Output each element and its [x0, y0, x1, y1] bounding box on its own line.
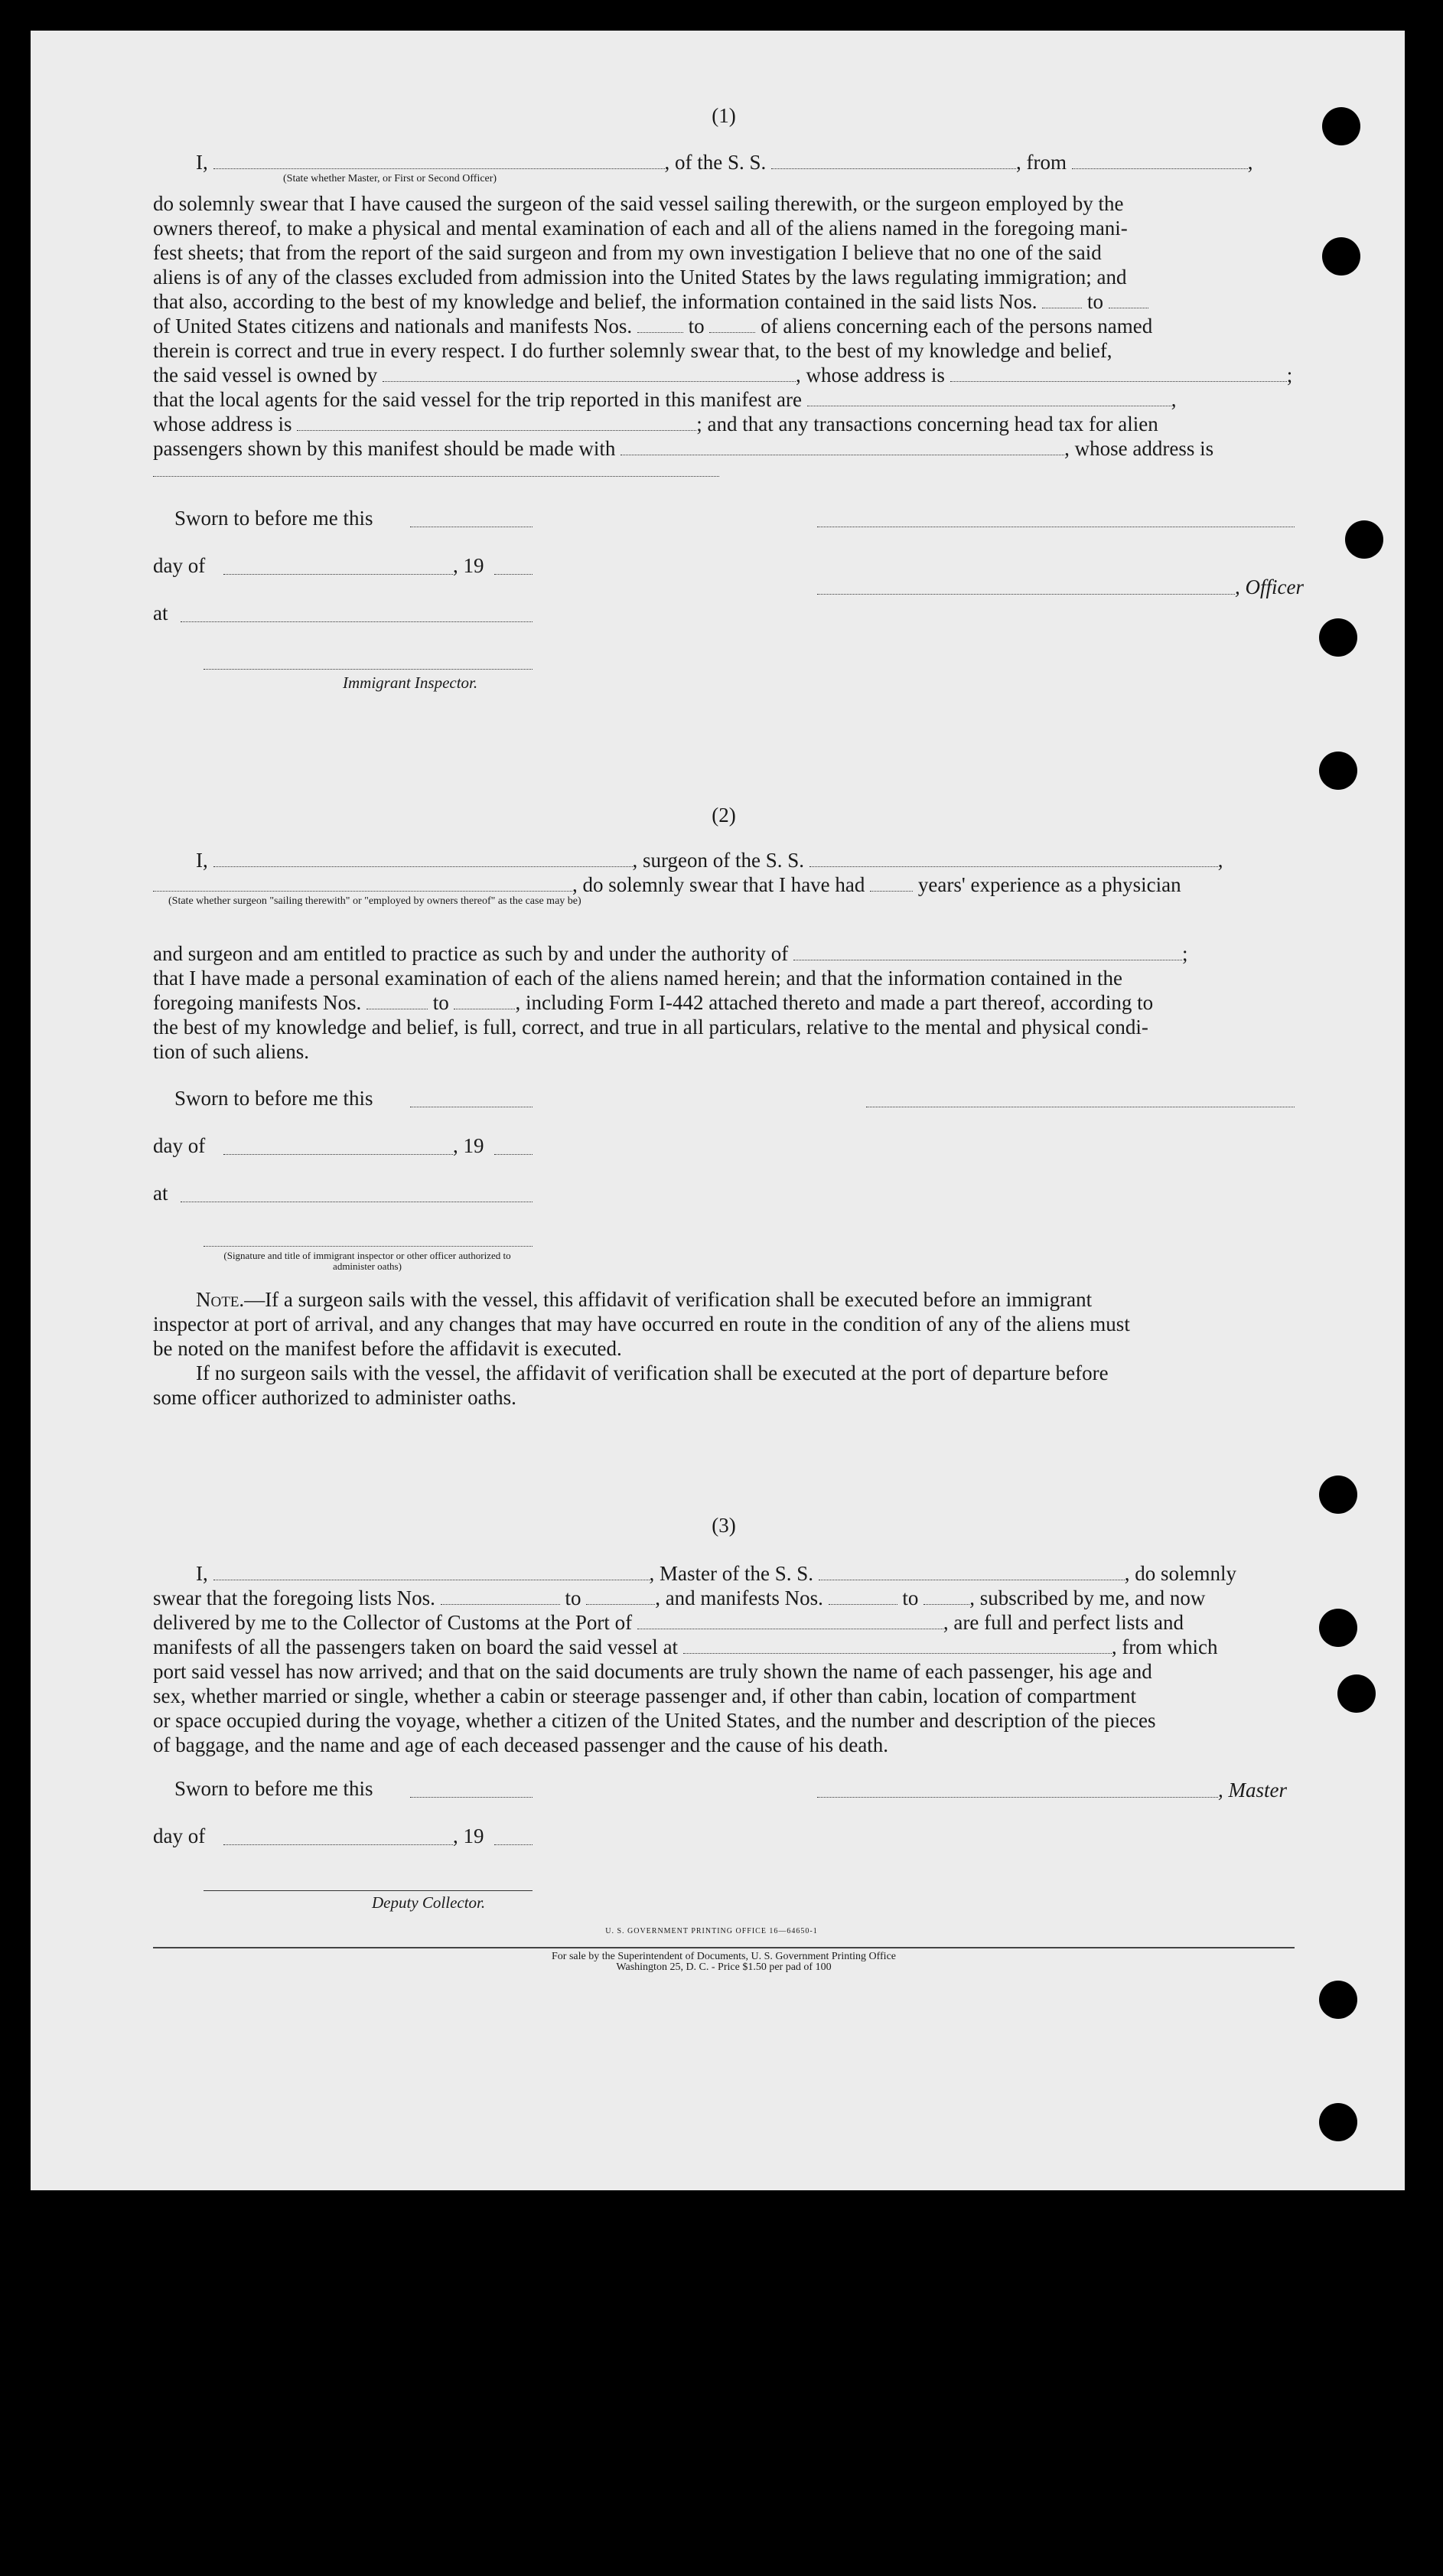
punch-hole — [1319, 752, 1357, 790]
s2-body-0: and surgeon and am entitled to practice as such by and under the authority of ; — [153, 942, 1188, 965]
s2-line1: I, , surgeon of the S. S. , — [196, 849, 1223, 872]
s2-ship-name-field[interactable] — [809, 853, 1218, 867]
head-tax-address-field[interactable] — [153, 476, 719, 477]
ship-name-field[interactable] — [771, 155, 1016, 169]
s2-year-field[interactable] — [494, 1154, 533, 1155]
s1-year-field[interactable] — [494, 574, 533, 575]
surgeon-status-field[interactable] — [153, 877, 572, 892]
note-heading: Note. — [196, 1288, 245, 1311]
s3-body-0: port said vessel has now arrived; and that on the said documents are truly shown the name of each passenger, his age and — [153, 1660, 1152, 1683]
s1-sworn-label: Sworn to before me this — [174, 507, 373, 530]
s2-body-3: the best of my knowledge and belief, is full, correct, and true in all particulars, relative to the mental and physical condi- — [153, 1016, 1148, 1039]
s3-body-3: of baggage, and the name and age of each deceased passenger and the cause of his death. — [153, 1733, 889, 1756]
form-page — [31, 31, 1405, 2190]
sale-line-2: Washington 25, D. C. - Price $1.50 per pad of 100 — [616, 1961, 832, 1973]
authority-field[interactable] — [793, 946, 1182, 960]
s2-line2-caption: (State whether surgeon "sailing therewith" or "employed by owners thereof" as the case may be) — [168, 895, 581, 907]
punch-hole — [1319, 1981, 1357, 2019]
local-agents-field[interactable] — [807, 392, 1171, 406]
s1-body-3: aliens is of any of the classes excluded from admission into the United States by the laws regulating immigration; and — [153, 266, 1127, 289]
master-label: , Master — [1218, 1779, 1287, 1802]
s3-year-field[interactable] — [494, 1844, 533, 1845]
s2-day-of-label: day of — [153, 1134, 206, 1157]
note-line-0: Note.—If a surgeon sails with the vessel, this affidavit of verification shall be executed before an immigrant — [196, 1288, 1093, 1311]
s2-sworn-label: Sworn to before me this — [174, 1087, 373, 1110]
list-no-from[interactable] — [1042, 294, 1082, 308]
s3-list-from[interactable] — [441, 1590, 560, 1605]
s3-body-1: sex, whether married or single, whether a cabin or steerage passenger and, if other than cabin, location of compartment — [153, 1684, 1137, 1707]
s3-manifest-to[interactable] — [923, 1590, 969, 1605]
s1-place-field[interactable] — [181, 621, 533, 622]
s3-sworn-day-field[interactable] — [410, 1797, 533, 1798]
punch-hole — [1322, 237, 1360, 276]
s3-line2: swear that the foregoing lists Nos. to , and manifests Nos. to , subscribed by me, and now — [153, 1586, 1206, 1609]
footer-rule — [153, 1947, 1295, 1948]
section-2-number: (2) — [712, 804, 736, 827]
s1-body-10: passengers shown by this manifest should be made with , whose address is — [153, 437, 1214, 460]
s2-inspector-signature-field[interactable] — [204, 1246, 533, 1247]
s1-at-label: at — [153, 602, 168, 624]
s3-line3: delivered by me to the Collector of Customs at the Port of , are full and perfect lists and — [153, 1611, 1184, 1634]
embark-port-field[interactable] — [683, 1639, 1112, 1654]
punch-hole — [1319, 1609, 1357, 1647]
officer-title-field[interactable] — [817, 594, 1235, 595]
s1-day-of-label: day of — [153, 554, 206, 577]
s3-sworn-label: Sworn to before me this — [174, 1777, 373, 1800]
officer-label: , Officer — [1235, 576, 1304, 598]
printing-office-line: U. S. GOVERNMENT PRINTING OFFICE 16—64650-1 — [605, 1927, 818, 1935]
s3-line1: I, , Master of the S. S. , do solemnly — [196, 1562, 1236, 1585]
s1-body-5: of United States citizens and nationals and manifests Nos. to of aliens concerning each of the persons named — [153, 315, 1153, 337]
s2-month-field[interactable] — [223, 1154, 453, 1155]
s3-day-of-label: day of — [153, 1824, 206, 1847]
collector-label: Deputy Collector. — [372, 1893, 486, 1912]
s3-list-to[interactable] — [586, 1590, 655, 1605]
note2-line-0: If no surgeon sails with the vessel, the affidavit of verification shall be executed at the port of departure before — [196, 1361, 1109, 1384]
s1-body-9: whose address is ; and that any transactions concerning head tax for alien — [153, 412, 1158, 435]
agents-address-field[interactable] — [297, 416, 696, 431]
punch-hole — [1337, 1674, 1376, 1713]
s1-line1-caption: (State whether Master, or First or Second Officer) — [283, 173, 497, 184]
head-tax-contact-field[interactable] — [621, 441, 1064, 455]
punch-hole — [1319, 1475, 1357, 1514]
s2-line2: , do solemnly swear that I have had years' experience as a physician — [153, 872, 1295, 897]
master-signature-field[interactable] — [817, 1797, 1218, 1798]
s1-body-0: do solemnly swear that I have caused the surgeon of the said vessel sailing therewith, or the surgeon employed by the — [153, 192, 1124, 215]
s1-body-2: fest sheets; that from the report of the said surgeon and from my own investigation I believe that no one of the said — [153, 241, 1102, 264]
years-experience-field[interactable] — [870, 877, 913, 892]
punch-hole — [1322, 107, 1360, 145]
collector-signature-field[interactable] — [204, 1890, 533, 1891]
punch-hole — [1345, 520, 1383, 559]
section-1-number: (1) — [712, 104, 736, 127]
s3-ship-name-field[interactable] — [819, 1566, 1125, 1580]
sale-line-1: For sale by the Superintendent of Documents, U. S. Government Printing Office — [552, 1951, 896, 1962]
s2-manifest-from[interactable] — [366, 995, 428, 1009]
s2-year-label: , 19 — [453, 1134, 484, 1157]
port-field[interactable] — [637, 1615, 943, 1629]
s1-body-8: that the local agents for the said vessel for the trip reported in this manifest are , — [153, 388, 1177, 411]
manifest-no-from[interactable] — [637, 318, 683, 333]
note-line-1: inspector at port of arrival, and any changes that may have occurred en route in the condition of any of the aliens must — [153, 1312, 1130, 1335]
note-line-2: be noted on the manifest before the affidavit is executed. — [153, 1337, 622, 1360]
inspector-label: Immigrant Inspector. — [343, 673, 478, 692]
list-no-to[interactable] — [1109, 294, 1148, 308]
s3-body-2: or space occupied during the voyage, whether a citizen of the United States, and the number and description of the pieces — [153, 1709, 1156, 1732]
s1-month-field[interactable] — [223, 574, 453, 575]
s3-line4: manifests of all the passengers taken on board the said vessel at , from which — [153, 1635, 1218, 1658]
section-3-number: (3) — [712, 1514, 736, 1537]
s1-body-7: the said vessel is owned by , whose address is ; — [153, 364, 1293, 386]
s2-at-label: at — [153, 1182, 168, 1205]
note2-line-1: some officer authorized to administer oaths. — [153, 1386, 516, 1409]
owner-address-field[interactable] — [950, 367, 1287, 382]
surgeon-name-field[interactable] — [213, 853, 633, 867]
s1-year-label: , 19 — [453, 554, 484, 577]
s2-body-4: tion of such aliens. — [153, 1040, 309, 1063]
from-port-field[interactable] — [1072, 155, 1248, 169]
officer-rank-field[interactable] — [213, 155, 665, 169]
inspector-signature-field[interactable] — [204, 669, 533, 670]
punch-hole — [1319, 2103, 1357, 2141]
punch-hole — [1319, 618, 1357, 657]
s2-signature-caption: (Signature and title of immigrant inspector or other officer authorized to administer oaths) — [223, 1250, 511, 1272]
s2-body-2: foregoing manifests Nos. to , including Form I-442 attached thereto and made a part thereof, according to — [153, 991, 1154, 1014]
owner-field[interactable] — [383, 367, 796, 382]
manifest-no-to[interactable] — [709, 318, 755, 333]
s1-body-6: therein is correct and true in every respect. I do further solemnly swear that, to the best of my knowledge and belief, — [153, 339, 1112, 362]
s2-body-1: that I have made a personal examination of each of the aliens named herein; and that the information contained in the — [153, 967, 1123, 990]
s1-body-1: owners thereof, to make a physical and mental examination of each and all of the aliens named in the foregoing mani- — [153, 217, 1128, 240]
master-name-field[interactable] — [213, 1566, 650, 1580]
s3-month-field[interactable] — [223, 1844, 453, 1845]
s2-manifest-to[interactable] — [454, 995, 515, 1009]
s3-year-label: , 19 — [453, 1824, 484, 1847]
s1-line1: I, , of the S. S. , from , — [196, 151, 1253, 174]
s3-manifest-from[interactable] — [829, 1590, 897, 1605]
s1-body-4: that also, according to the best of my knowledge and belief, the information contained in the said lists Nos. to — [153, 289, 1295, 314]
